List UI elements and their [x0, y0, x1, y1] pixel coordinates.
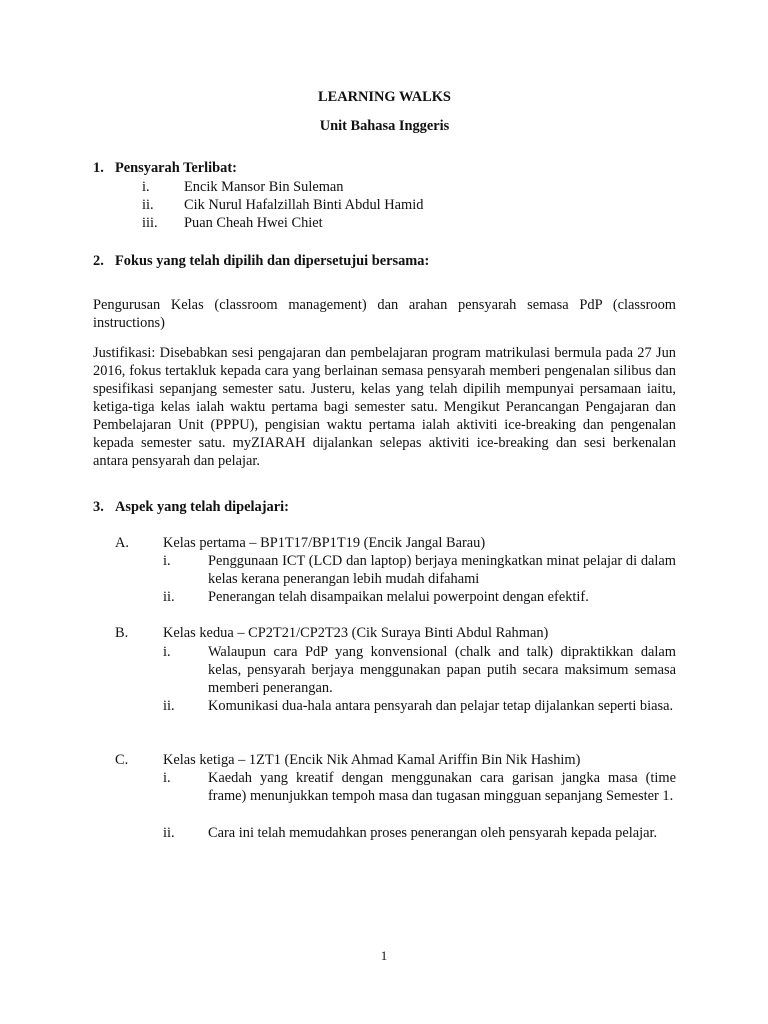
- class-label: Kelas pertama – BP1T17/BP1T19 (Encik Jangal Barau): [163, 535, 486, 551]
- section-number: 1.: [93, 160, 104, 176]
- list-number: ii.: [142, 197, 154, 213]
- list-text: Penggunaan ICT (LCD dan laptop) berjaya meningkatkan minat pelajar di dalam kelas kerana penerangan lebih mudah difahami: [208, 553, 676, 587]
- list-text: Komunikasi dua-hala antara pensyarah dan pelajar tetap dijalankan seperti biasa.: [208, 698, 674, 714]
- list-text: Cara ini telah memudahkan proses penerangan oleh pensyarah kepada pelajar.: [208, 825, 658, 841]
- justification-paragraph: Justifikasi: Disebabkan sesi pengajaran dan pembelajaran program matrikulasi bermula pada 27 Jun 2016, fokus tertakluk kepada cara yang berlainan semasa pensyarah memberi pengenalan silibus dan spesifikasi sepanjang semester satu. Justeru, kelas yang telah dipilih mempunyai persamaan iaitu, ketiga-tiga kelas ialah waktu pertama bagi semester satu. Mengikut Perancangan Pengajaran dan Pembelajaran Unit (PPPU), pengisian waktu pertama ialah aktiviti ice-breaking dan pengenalan kepada semester satu. myZIARAH dijalankan selepas aktiviti ice-breaking dan sesi berkenalan antara pensyarah dan pelajar.: [93, 345, 676, 469]
- list-text: Kaedah yang kreatif dengan menggunakan cara garisan jangka masa (time frame) menunjukkan tempoh masa dan tugasan mingguan sepanjang Semester 1.: [208, 770, 676, 804]
- section-number: 3.: [93, 499, 104, 515]
- section-number: 2.: [93, 253, 104, 269]
- list-text: Walaupun cara PdP yang konvensional (chalk and talk) dipraktikkan dalam kelas, pensyarah berjaya menggunakan papan putih secara maksimum semasa memberi penerangan.: [208, 644, 676, 696]
- list-number: ii.: [163, 825, 175, 841]
- list-number: iii.: [142, 215, 158, 231]
- document-subtitle: Unit Bahasa Inggeris: [319, 118, 450, 134]
- section-title: Pensyarah Terlibat:: [115, 160, 237, 176]
- class-label: Kelas kedua – CP2T21/CP2T23 (Cik Suraya Binti Abdul Rahman): [163, 625, 549, 641]
- focus-paragraph: Pengurusan Kelas (classroom management) dan arahan pensyarah semasa PdP (classroom instructions): [93, 297, 676, 331]
- class-letter: C.: [115, 752, 129, 768]
- list-text: Penerangan telah disampaikan melalui powerpoint dengan efektif.: [208, 589, 589, 605]
- list-number: i.: [163, 644, 171, 660]
- class-label: Kelas ketiga – 1ZT1 (Encik Nik Ahmad Kamal Ariffin Bin Nik Hashim): [163, 752, 581, 768]
- list-number: i.: [163, 770, 171, 786]
- class-letter: A.: [115, 535, 129, 551]
- document-title: LEARNING WALKS: [318, 89, 451, 105]
- class-letter: B.: [115, 625, 129, 641]
- list-number: ii.: [163, 589, 175, 605]
- list-number: i.: [163, 553, 171, 569]
- list-text: Cik Nurul Hafalzillah Binti Abdul Hamid: [184, 197, 424, 213]
- section-title: Fokus yang telah dipilih dan dipersetujui bersama:: [115, 253, 430, 269]
- list-number: ii.: [163, 698, 175, 714]
- list-number: i.: [142, 179, 150, 195]
- list-text: Encik Mansor Bin Suleman: [184, 179, 344, 195]
- list-text: Puan Cheah Hwei Chiet: [184, 215, 323, 231]
- page-number: 1: [380, 948, 388, 963]
- section-title: Aspek yang telah dipelajari:: [115, 499, 289, 515]
